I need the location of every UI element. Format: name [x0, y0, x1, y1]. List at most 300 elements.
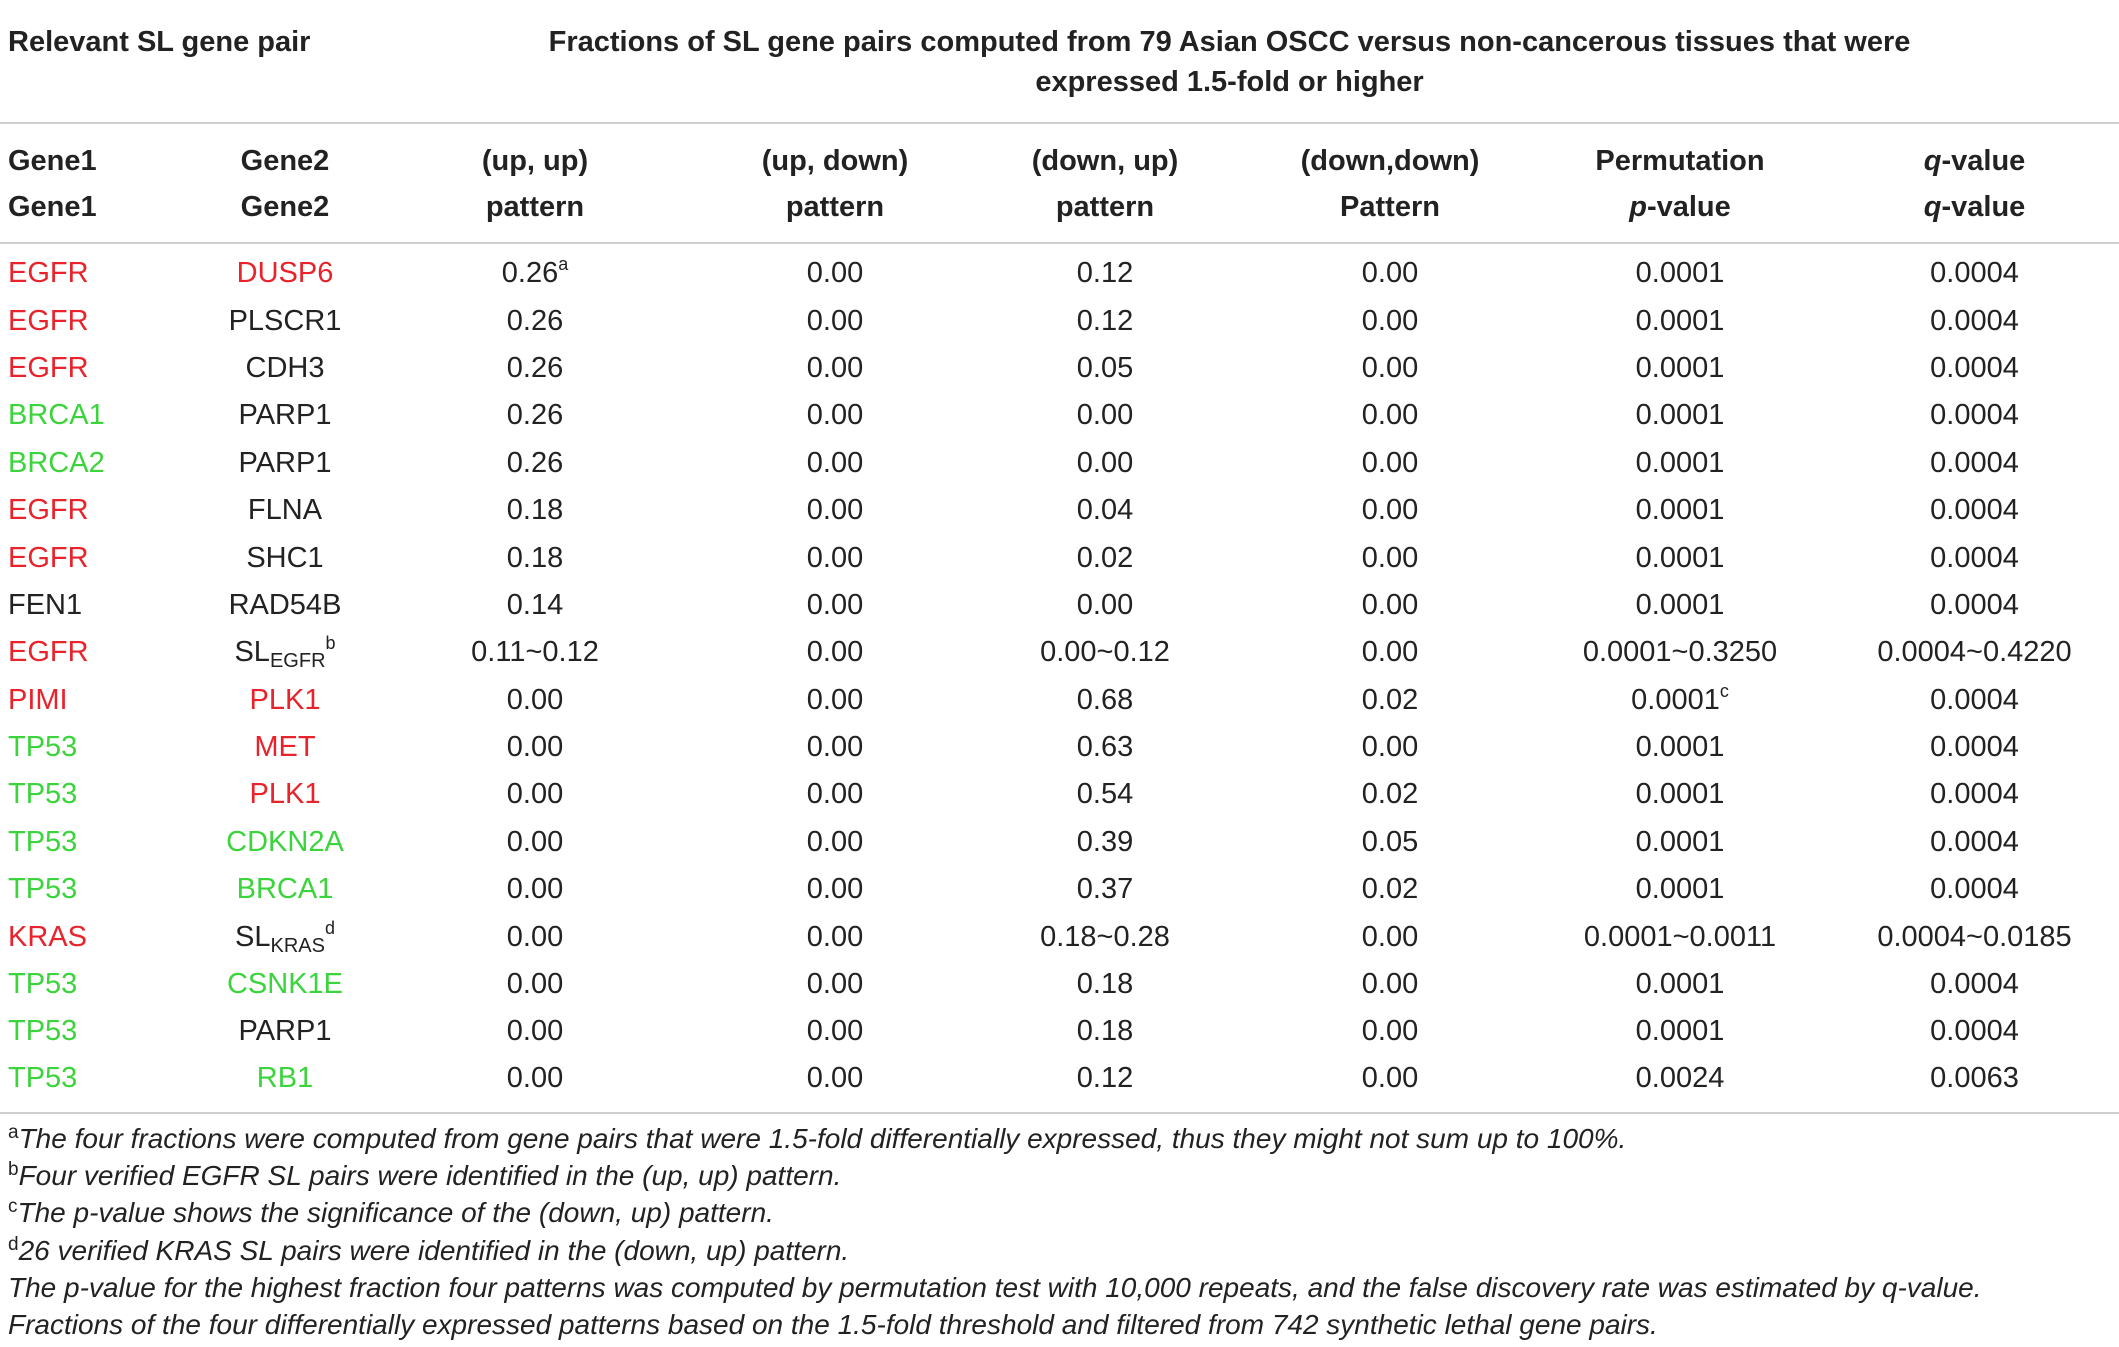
down-up-cell-value: 0.39 [1076, 825, 1134, 858]
down-up-cell [960, 534, 1250, 581]
table-row [0, 961, 2119, 1008]
table-row [0, 866, 2119, 913]
down-down-cell [1250, 819, 1530, 866]
q-value-cell [1830, 345, 2119, 392]
q-value-header-2 [1830, 184, 2119, 243]
up-down-cell [710, 629, 960, 676]
q-value-cell-value: 0.0004 [1930, 731, 2019, 764]
down-up-header: (down, up) [1031, 145, 1179, 177]
up-down-cell-value: 0.00 [806, 683, 864, 716]
gene2-cell [210, 677, 360, 724]
down-up-cell-value: 0.12 [1076, 1061, 1134, 1094]
q-value-cell-value: 0.0004 [1930, 446, 2019, 479]
up-up-cell-value: 0.18 [506, 541, 564, 574]
down-up-cell-value: 0.54 [1076, 778, 1134, 811]
down-up-cell-value: 0.18~0.28 [1040, 920, 1170, 953]
q-value-cell-value: 0.0004 [1930, 494, 2019, 527]
down-down-header: (down,down) [1300, 145, 1480, 177]
p-value-cell-value: 0.0001 [1635, 1015, 1725, 1048]
down-down-cell [1250, 1008, 1530, 1055]
p-value-cell [1530, 961, 1830, 1008]
p-value-cell [1530, 392, 1830, 439]
up-up-cell [360, 724, 710, 771]
down-up-cell [960, 1008, 1250, 1055]
up-up-cell-value: 0.00 [506, 683, 564, 716]
up-up-cell-value: 0.00 [506, 968, 564, 1001]
up-down-cell [710, 866, 960, 913]
gene1-cell: PIMI [8, 683, 68, 716]
down-up-cell [960, 392, 1250, 439]
down-up-cell [960, 629, 1250, 676]
down-down-cell-value: 0.02 [1361, 683, 1419, 716]
q-value-cell [1830, 243, 2119, 297]
up-up-cell-value: 0.26 [506, 304, 564, 337]
up-down-cell-value: 0.00 [806, 541, 864, 574]
up-up-cell-value: 0.00 [506, 1015, 564, 1048]
p-value-cell-value: 0.0001 [1635, 778, 1725, 811]
table-row [0, 243, 2119, 297]
p-value-cell [1530, 487, 1830, 534]
p-value-cell-value: 0.0001 [1635, 304, 1725, 337]
p-value-cell-value: 0.0001 [1635, 588, 1725, 621]
up-up-cell-value: 0.00 [506, 825, 564, 858]
q-value-cell [1830, 819, 2119, 866]
down-down-cell [1250, 534, 1530, 581]
gene2-subscript: EGFR [269, 650, 326, 673]
gene1-cell: BRCA1 [8, 399, 105, 432]
q-value-cell [1830, 534, 2119, 581]
gene2-cell [210, 961, 360, 1008]
up-down-cell-value: 0.00 [806, 636, 864, 669]
footnote-line [8, 1269, 2108, 1306]
up-up-cell [360, 582, 710, 629]
down-up-cell-value: 0.12 [1076, 257, 1134, 290]
up-down-cell-value: 0.00 [806, 351, 864, 384]
down-up-cell [960, 771, 1250, 818]
p-value-cell-value: 0.0001 [1635, 399, 1725, 432]
gene2-name: SL [235, 920, 271, 953]
gene2-header-2: Gene2 [210, 184, 360, 243]
down-down-cell [1250, 677, 1530, 724]
down-down-cell [1250, 771, 1530, 818]
gene2-cell [210, 913, 360, 960]
down-down-cell [1250, 629, 1530, 676]
p-value-cell-value: 0.0001 [1635, 257, 1725, 290]
value-suffix: -value [1941, 145, 2026, 177]
gene2-cell [210, 1056, 360, 1113]
q-value-cell-value: 0.0004 [1930, 399, 2019, 432]
up-down-cell-value: 0.00 [806, 304, 864, 337]
up-up-cell [360, 1056, 710, 1113]
gene2-name: DUSP6 [236, 257, 334, 290]
gene1-cell: TP53 [8, 1015, 78, 1048]
q-value-cell [1830, 913, 2119, 960]
down-up-cell-value: 0.68 [1076, 683, 1134, 716]
footnote-line [8, 1194, 2108, 1231]
q-value-cell-value: 0.0004~0.0185 [1877, 920, 2072, 953]
footnote-line [8, 1120, 2108, 1157]
down-up-cell [960, 243, 1250, 297]
gene1-cell: TP53 [0, 1056, 210, 1113]
q-value-cell-value: 0.0004 [1930, 873, 2019, 906]
p-value-cell-value: 0.0001 [1631, 683, 1720, 716]
p-value-cell-value: 0.0001~0.3250 [1582, 636, 1778, 669]
value-suffix: -value [1646, 191, 1731, 223]
down-up-cell [960, 487, 1250, 534]
p-value-cell-value: 0.0001 [1635, 968, 1725, 1001]
q-value-cell [1830, 1056, 2119, 1113]
up-up-pattern-header: pattern [360, 184, 710, 243]
down-up-cell [960, 582, 1250, 629]
down-down-cell [1250, 724, 1530, 771]
p-letter: p [1629, 191, 1647, 223]
p-value-cell-value: 0.0024 [1635, 1061, 1725, 1094]
down-up-cell-value: 0.04 [1076, 494, 1134, 527]
table-row [0, 297, 2119, 344]
up-up-cell [360, 771, 710, 818]
gene1-cell: EGFR [8, 351, 89, 384]
up-up-cell [360, 629, 710, 676]
down-down-cell-value: 0.00 [1361, 541, 1419, 574]
gene2-name: CDH3 [245, 351, 325, 384]
table-row [0, 1008, 2119, 1055]
down-down-cell-value: 0.00 [1361, 304, 1419, 337]
down-up-cell-value: 0.00 [1076, 399, 1134, 432]
footnote-text: Four verified EGFR SL pairs were identified in the (up, up) pattern. [18, 1160, 842, 1192]
down-down-cell-value: 0.05 [1361, 825, 1419, 858]
up-up-cell-value: 0.00 [506, 1061, 564, 1094]
q-value-cell-value: 0.0004 [1930, 968, 2019, 1001]
up-down-cell-value: 0.00 [806, 494, 864, 527]
up-up-cell-value: 0.00 [506, 778, 564, 811]
down-down-cell-value: 0.00 [1361, 446, 1419, 479]
down-down-cell [1250, 913, 1530, 960]
down-up-cell [960, 440, 1250, 487]
up-down-cell [710, 440, 960, 487]
header-sub-row-1 [0, 123, 2119, 184]
up-down-cell-value: 0.00 [806, 446, 864, 479]
table-row [0, 724, 2119, 771]
gene2-name: CSNK1E [226, 968, 344, 1001]
gene1-header-2: Gene1 [0, 184, 210, 243]
up-up-cell [360, 297, 710, 344]
gene1-cell: EGFR [8, 304, 89, 337]
up-up-cell-value: 0.26 [501, 257, 559, 290]
down-up-cell-value: 0.37 [1076, 873, 1134, 906]
p-value-cell [1530, 866, 1830, 913]
gene2-cell [210, 392, 360, 439]
p-value-cell-value: 0.0001 [1635, 494, 1725, 527]
up-down-cell-value: 0.00 [806, 968, 864, 1001]
header-sub-row-2 [0, 184, 2119, 243]
down-down-cell [1250, 582, 1530, 629]
up-up-cell [360, 243, 710, 297]
q-value-cell-value: 0.0004 [1930, 588, 2019, 621]
q-value-cell [1830, 771, 2119, 818]
table-row [0, 534, 2119, 581]
up-down-cell [710, 392, 960, 439]
up-down-cell [710, 961, 960, 1008]
gene1-cell: TP53 [8, 778, 78, 811]
q-value-cell [1830, 440, 2119, 487]
p-value-cell [1530, 1056, 1830, 1113]
gene1-cell: TP53 [8, 968, 78, 1001]
q-value-cell [1830, 392, 2119, 439]
gene2-name: PARP1 [238, 1015, 332, 1048]
up-up-cell-value: 0.26 [506, 446, 564, 479]
up-down-pattern-header: pattern [710, 184, 960, 243]
up-up-cell [360, 392, 710, 439]
footnote-text: The four fractions were computed from gene pairs that were 1.5-fold differentially expressed, thus they might not sum up to 100%. [18, 1123, 1627, 1154]
down-up-cell-value: 0.18 [1076, 968, 1134, 1001]
gene1-cell: EGFR [8, 636, 89, 669]
footnote-mark: d [8, 1233, 19, 1255]
q-letter: q [1923, 145, 1942, 177]
down-down-cell-value: 0.02 [1361, 873, 1419, 906]
gene2-subscript: KRAS [270, 934, 325, 957]
p-value-cell [1530, 243, 1830, 297]
p-value-cell-value: 0.0001 [1635, 873, 1725, 906]
down-up-cell-value: 0.00 [1076, 446, 1134, 479]
down-down-cell [1250, 866, 1530, 913]
up-down-cell [710, 1008, 960, 1055]
up-down-cell [710, 819, 960, 866]
down-down-cell-value: 0.00 [1361, 731, 1419, 764]
gene2-name: BRCA1 [236, 873, 334, 906]
up-up-cell-value: 0.18 [506, 494, 564, 527]
down-up-cell [960, 345, 1250, 392]
p-value-cell [1530, 819, 1830, 866]
down-up-cell [960, 724, 1250, 771]
down-up-cell-value: 0.63 [1076, 731, 1134, 764]
p-value-cell-value: 0.0001 [1635, 446, 1725, 479]
up-up-cell [360, 1008, 710, 1055]
footnote-marker: d [324, 917, 335, 938]
up-up-cell-value: 0.26 [506, 399, 564, 432]
header-top-row [0, 14, 2119, 123]
gene2-name: SHC1 [246, 541, 324, 574]
q-value-cell [1830, 1008, 2119, 1055]
up-down-cell [710, 913, 960, 960]
up-down-cell [710, 534, 960, 581]
q-value-cell-value: 0.0004 [1930, 1015, 2019, 1048]
up-up-cell [360, 487, 710, 534]
up-up-cell-value: 0.00 [506, 920, 564, 953]
up-down-cell-value: 0.00 [806, 731, 864, 764]
p-value-cell [1530, 629, 1830, 676]
q-value-cell-value: 0.0004 [1930, 257, 2019, 290]
gene2-cell [210, 534, 360, 581]
table-row [0, 392, 2119, 439]
down-up-cell [960, 1056, 1250, 1113]
table-row [0, 771, 2119, 818]
footnote-text: 26 verified KRAS SL pairs were identified in the (down, up) pattern. [18, 1234, 850, 1266]
gene1-cell: FEN1 [8, 588, 83, 621]
q-value-cell-value: 0.0004~0.4220 [1877, 636, 2072, 669]
p-value-cell [1530, 677, 1830, 724]
gene2-cell [210, 487, 360, 534]
q-value-cell-value: 0.0004 [1930, 683, 2019, 716]
gene2-cell [210, 771, 360, 818]
gene1-cell: EGFR [8, 541, 89, 574]
down-up-cell-value: 0.12 [1076, 304, 1134, 337]
up-up-cell [360, 440, 710, 487]
gene1-cell: BRCA2 [8, 446, 105, 479]
down-up-cell [960, 961, 1250, 1008]
gene2-name: FLNA [247, 494, 323, 527]
table-row [0, 677, 2119, 724]
q-value-header [1830, 123, 2119, 184]
gene2-cell [210, 345, 360, 392]
p-value-cell-value: 0.0001 [1635, 541, 1725, 574]
p-value-cell-value: 0.0001 [1635, 351, 1725, 384]
footnote-marker: c [1719, 680, 1729, 701]
down-up-pattern-header: pattern [960, 184, 1250, 243]
down-up-cell [960, 913, 1250, 960]
gene2-cell [210, 243, 360, 297]
gene2-name: PLK1 [249, 778, 321, 811]
down-down-cell [1250, 440, 1530, 487]
gene2-name: RB1 [256, 1061, 314, 1094]
footnote-marker: a [558, 254, 569, 275]
footnote-mark: a [8, 1122, 19, 1143]
q-value-cell-value: 0.0004 [1930, 825, 2019, 858]
p-value-cell [1530, 582, 1830, 629]
up-up-cell [360, 913, 710, 960]
down-up-cell [960, 297, 1250, 344]
gene1-cell: TP53 [8, 825, 78, 858]
gene2-cell [210, 724, 360, 771]
down-down-cell [1250, 345, 1530, 392]
q-value-cell [1830, 487, 2119, 534]
gene1-cell: KRAS [8, 920, 87, 953]
footnote-text: The p-value shows the significance of the (down, up) pattern. [17, 1197, 774, 1229]
down-up-cell [960, 819, 1250, 866]
footnote-text: The p-value for the highest fraction four patterns was computed by permutation test with 10,000 repeats, and the false discovery rate was estimated by q-value. [8, 1271, 1982, 1303]
gene2-cell [210, 819, 360, 866]
gene2-header: Gene2 [240, 145, 330, 177]
gene2-name: PARP1 [238, 399, 332, 432]
down-down-cell-value: 0.00 [1361, 636, 1419, 669]
up-down-cell-value: 0.00 [806, 825, 864, 858]
footnotes [8, 1120, 2108, 1343]
p-value-cell [1530, 771, 1830, 818]
down-down-cell [1250, 961, 1530, 1008]
table-row [0, 582, 2119, 629]
gene2-name: MET [254, 731, 316, 764]
down-down-cell-value: 0.00 [1361, 968, 1419, 1001]
up-down-cell [710, 677, 960, 724]
down-up-cell-value: 0.05 [1076, 351, 1134, 384]
up-down-cell-value: 0.00 [806, 1015, 864, 1048]
up-down-cell [710, 724, 960, 771]
up-down-cell-value: 0.00 [806, 873, 864, 906]
up-down-cell [710, 297, 960, 344]
down-down-cell [1250, 487, 1530, 534]
gene1-cell: EGFR [8, 257, 89, 290]
value-suffix: -value [1941, 191, 2026, 223]
down-down-cell-value: 0.02 [1361, 778, 1419, 811]
table-row [0, 487, 2119, 534]
table-row [0, 819, 2119, 866]
p-value-cell-value: 0.0001 [1635, 825, 1725, 858]
gene2-name: RAD54B [228, 588, 342, 621]
table-row [0, 1056, 2119, 1113]
down-down-cell-value: 0.00 [1361, 257, 1419, 290]
p-value-cell [1530, 724, 1830, 771]
down-up-cell [960, 866, 1250, 913]
table-row [0, 629, 2119, 676]
footnote-line [8, 1157, 2108, 1194]
up-down-header: (up, down) [761, 145, 909, 177]
down-up-cell-value: 0.02 [1076, 541, 1134, 574]
q-letter: q [1923, 191, 1942, 223]
up-up-cell-value: 0.11~0.12 [471, 636, 599, 669]
footnote-line [8, 1306, 2108, 1343]
down-up-cell [960, 677, 1250, 724]
relevant-sl-gene-pair-header: Relevant SL gene pair [0, 14, 360, 123]
down-down-cell [1250, 1056, 1530, 1113]
p-value-cell-value: 0.0001~0.0011 [1583, 920, 1777, 953]
q-value-cell [1830, 629, 2119, 676]
footnote-marker: b [325, 633, 336, 654]
gene2-cell [210, 629, 360, 676]
down-down-cell [1250, 297, 1530, 344]
up-up-cell-value: 0.00 [506, 731, 564, 764]
p-value-cell [1530, 913, 1830, 960]
gene1-header: Gene1 [8, 145, 97, 177]
gene2-cell [210, 1008, 360, 1055]
q-value-cell [1830, 866, 2119, 913]
up-up-cell-value: 0.26 [506, 351, 564, 384]
up-down-cell-value: 0.00 [806, 588, 864, 621]
fractions-header: Fractions of SL gene pairs computed from 79 Asian OSCC versus non-cancerous tissues that were expressed 1.5-fold or higher [360, 14, 2119, 123]
table-row [0, 440, 2119, 487]
up-up-cell [360, 819, 710, 866]
gene2-cell [210, 582, 360, 629]
down-up-cell-value: 0.00~0.12 [1040, 636, 1170, 669]
q-value-cell [1830, 961, 2119, 1008]
down-down-pattern-header: Pattern [1250, 184, 1530, 243]
gene1-cell: TP53 [8, 873, 78, 906]
sl-gene-pair-table [0, 14, 2119, 1114]
q-value-cell [1830, 724, 2119, 771]
down-down-cell-value: 0.00 [1361, 920, 1419, 953]
p-value-header [1530, 184, 1830, 243]
footnote-line [8, 1232, 2108, 1269]
q-value-cell-value: 0.0004 [1930, 351, 2019, 384]
up-up-header: (up, up) [481, 145, 589, 177]
q-value-cell-value: 0.0004 [1930, 541, 2019, 574]
up-up-cell-value: 0.14 [506, 588, 564, 621]
table-row [0, 913, 2119, 960]
footnote-text: Fractions of the four differentially expressed patterns based on the 1.5-fold threshold and filtered from 742 synthetic lethal gene pairs. [8, 1309, 1658, 1341]
gene2-name: PLSCR1 [228, 304, 342, 337]
p-value-cell [1530, 297, 1830, 344]
up-up-cell [360, 677, 710, 724]
p-value-cell [1530, 440, 1830, 487]
down-down-cell-value: 0.00 [1361, 494, 1419, 527]
q-value-cell-value: 0.0004 [1930, 304, 2019, 337]
up-down-cell [710, 771, 960, 818]
up-down-cell [710, 1056, 960, 1113]
permutation-header: Permutation [1595, 145, 1765, 177]
p-value-cell [1530, 345, 1830, 392]
up-down-cell [710, 487, 960, 534]
gene2-cell [210, 866, 360, 913]
up-down-cell-value: 0.00 [806, 1061, 864, 1094]
up-down-cell-value: 0.00 [806, 778, 864, 811]
